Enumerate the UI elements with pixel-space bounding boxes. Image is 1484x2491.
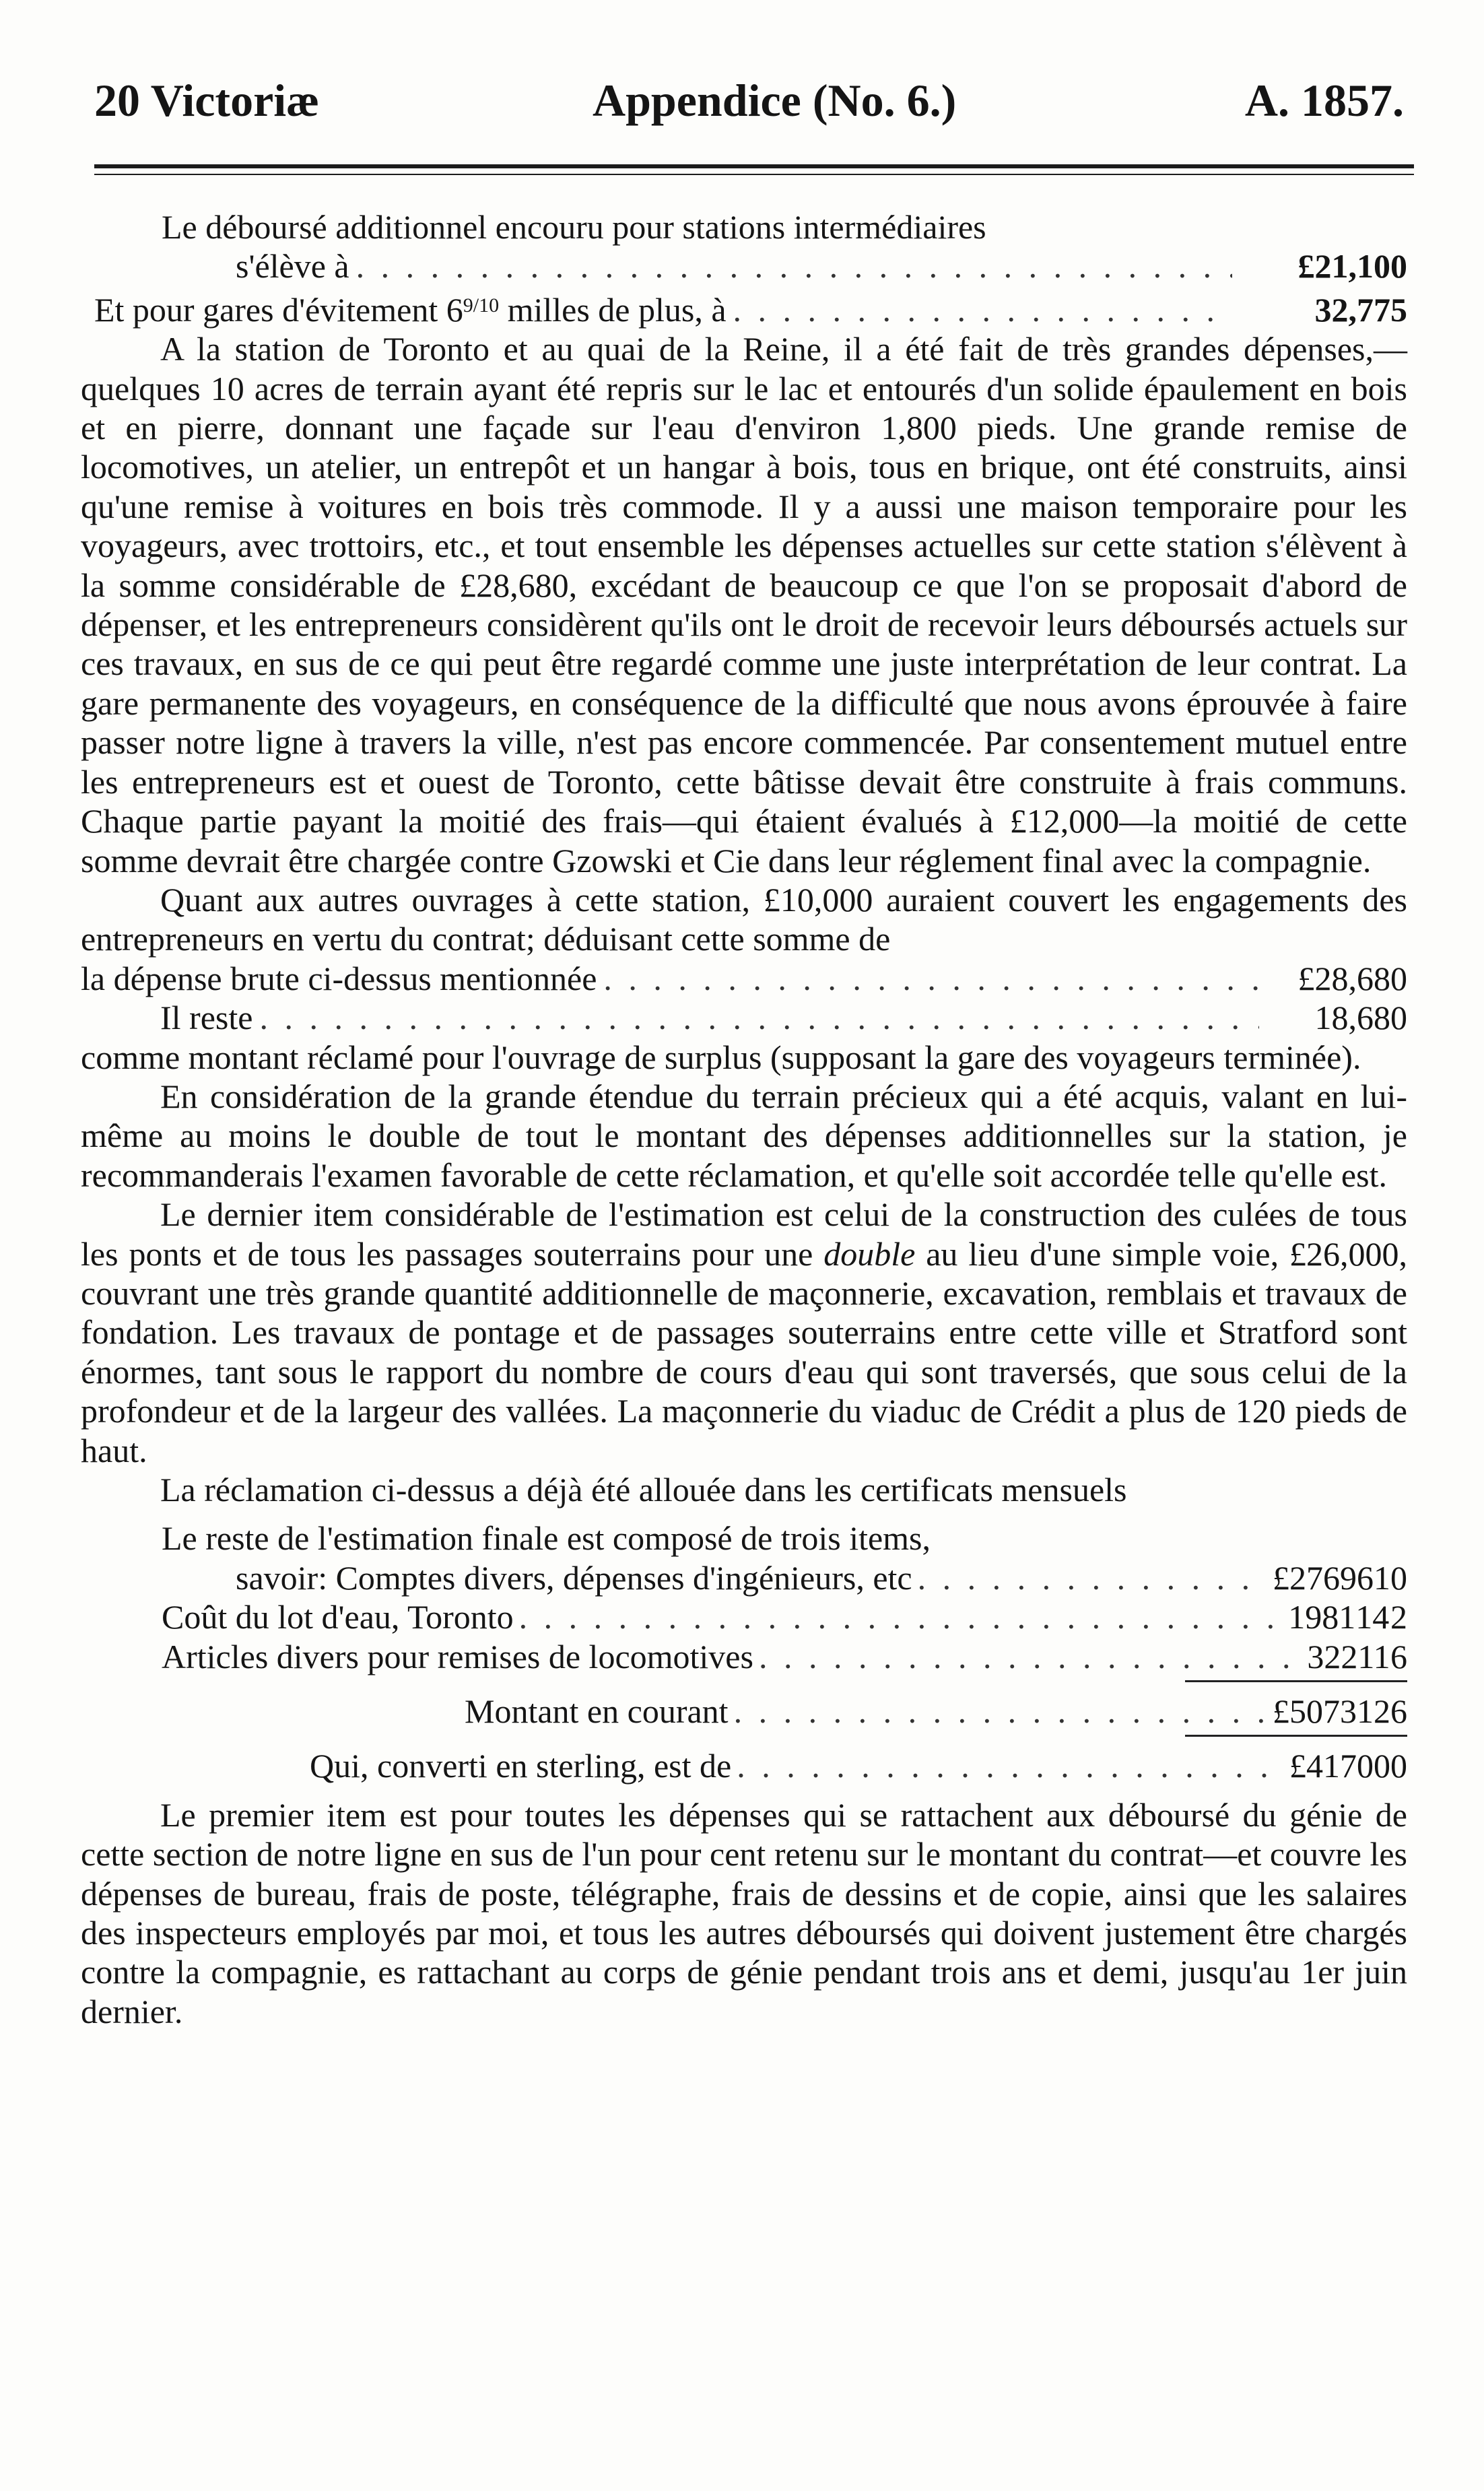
estimate-sterling-label-cell [310, 1746, 1289, 1785]
estimate-total-label: Montant en courant [465, 1692, 729, 1731]
estimate-sterling-label: Qui, converti en sterling, est de [310, 1747, 732, 1785]
estimate-sterling-shillings: 0 [1374, 1747, 1390, 1785]
estimate-total-pence: 6 [1390, 1692, 1407, 1731]
leader-dots [734, 1692, 1267, 1731]
estimate-row-pence: 10 [1374, 1558, 1407, 1597]
estimate-total-pounds: £5073 [1273, 1692, 1357, 1731]
leader-dots [759, 1637, 1302, 1676]
spacer [81, 1786, 1407, 1795]
intro-line-3 [94, 286, 1407, 329]
estimate-total-label-cell [465, 1692, 1273, 1731]
spacer [162, 1737, 1407, 1746]
paragraph-consideration: En considération de la grande étendue du terrain précieux qui a été acquis, valant en lui-même au moins le double de tout le montant des dépenses additionnelles sur la station, je recommanderais l'examen favorable de cette réclamation, et qu'elle soit accordée telle qu'elle est. [81, 1077, 1407, 1194]
estimate-row-shillings: 14 [1355, 1598, 1390, 1636]
paragraph-reclamation: La réclamation ci-dessus a déjà été allouée dans les certificats mensuels [160, 1471, 1127, 1508]
leader-dots [918, 1558, 1267, 1597]
leader-dots [259, 998, 1259, 1037]
spacer [81, 1509, 1407, 1519]
fraction: 9/10 [463, 294, 500, 317]
intro-line-2-label: s'élève à [236, 247, 349, 286]
estimate-row-pence: 6 [1390, 1637, 1407, 1675]
header-left: 20 Victoriæ [94, 75, 320, 126]
gross-amount: £28,680 [1297, 959, 1407, 997]
estimate-sterling-row [162, 1746, 1407, 1785]
intro-line-3-amount: 32,775 [1314, 290, 1407, 329]
remain-line [81, 998, 1407, 1037]
paragraph-dernier-item [81, 1195, 1407, 1470]
estimate-row-pounds: 1981 [1288, 1598, 1356, 1636]
emphasis-double: double [823, 1234, 916, 1273]
leader-dots [519, 1597, 1283, 1636]
estimate-row [162, 1597, 1407, 1636]
header-rule-thick [94, 164, 1414, 168]
paragraph-dernier-a: Le dernier item considérable de l'estimation est celui de la construction des culées de tous les ponts et de tous les passages souterrains pour une [81, 1195, 1407, 1273]
estimate-row-label-cell [162, 1597, 1288, 1636]
intro-line-3-label-a: Et pour gares d'évitement 6 [94, 290, 463, 329]
estimate-row-pounds: 322 [1307, 1637, 1358, 1675]
estimate-row [162, 1637, 1407, 1676]
estimate-table [162, 1519, 1407, 1785]
estimate-total-shillings: 12 [1357, 1692, 1390, 1731]
intro-line-3-label-b: milles de plus, à [499, 290, 727, 329]
header-right: A. 1857. [1244, 75, 1404, 126]
leader-dots [737, 1746, 1284, 1785]
estimate-sterling-pence: 0 [1390, 1747, 1407, 1785]
estimate-row-shillings: 11 [1357, 1637, 1390, 1675]
remain-amount: 18,680 [1314, 999, 1407, 1037]
estimate-row-shillings: 6 [1357, 1558, 1374, 1597]
paragraph-dernier-b: au lieu d'une simple voie, £26,000, couvrant une très grande quantité additionnelle de maçonnerie, excavation, remblais et travaux de fondation. Les travaux de pontage et de passages souterrains entre cette ville et Stratford sont énormes, tant sous le rapport du nombre de cours d'eau qui sont traversés, que sous celui de la profondeur et de la largeur des vallées. La maçonnerie du viaduc de Crédit a plus de 120 pieds de haut. [81, 1234, 1407, 1469]
estimate-row-pence: 2 [1390, 1598, 1407, 1636]
estimate-row-label: Articles divers pour remises de locomotives [162, 1637, 753, 1675]
spacer [162, 1682, 1407, 1692]
gross-line [81, 959, 1407, 998]
paragraph-montant: comme montant réclamé pour l'ouvrage de surplus (supposant la gare des voyageurs terminée). [81, 1038, 1361, 1076]
leader-dots [356, 246, 1232, 286]
intro-line-1: Le déboursé additionnel encouru pour stations intermédiaires [162, 208, 986, 246]
gross-label: la dépense brute ci-dessus mentionnée [81, 959, 597, 997]
header-rule-thin [94, 174, 1414, 175]
estimate-total-row [162, 1692, 1407, 1731]
remain-label: Il reste [160, 999, 253, 1037]
estimate-row-pounds: £2769 [1273, 1558, 1357, 1597]
intro-line-2 [162, 246, 1407, 286]
estimate-intro: Le reste de l'estimation finale est composé de trois items, [162, 1519, 931, 1558]
estimate-sterling-pounds: £4170 [1289, 1747, 1374, 1785]
estimate-row-label-cell [236, 1558, 1273, 1597]
estimate-row-label: savoir: Comptes divers, dépenses d'ingénieurs, etc [236, 1558, 912, 1597]
estimate-row-label-cell [162, 1637, 1307, 1676]
estimate-row-label: Coût du lot d'eau, Toronto [162, 1598, 514, 1636]
paragraph-toronto: A la station de Toronto et au quai de la Reine, il a été fait de très grandes dépenses,—quelques 10 acres de terrain ayant été repris sur le lac et entourés d'un solide épaulement en bois et en pierre, donnant une façade sur l'eau d'environ 1,800 pieds. Une grande remise de locomotives, un atelier, un entrepôt et un hangar à bois, tous en brique, ont été construits, ainsi qu'une remise à voitures en bois très commode. Il y a aussi une maison temporaire pour les voyageurs, avec trottoirs, etc., et tout ensemble les dépenses actuelles sur cette station s'élèvent à la somme considérable de £28,680, excédant de beaucoup ce que l'on se proposait d'abord de dépenser, et les entrepreneurs considèrent qu'ils ont le droit de recevoir leurs déboursés actuels sur ces travaux, en sus de ce qui peut être regardé comme une juste interprétation de leur contrat. La gare permanente des voyageurs, en conséquence de la difficulté que nous avons éprouvée à faire passer notre ligne à travers la ville, n'est pas encore commencée. Par consentement mutuel entre les entrepreneurs est et ouest de Toronto, cette bâtisse devait être construite à frais communs. Chaque partie payant la moitié des frais—qui étaient évalués à £12,000—la moitié de cette somme devrait être chargée contre Gzowski et Cie dans leur réglement final avec la compagnie. [81, 330, 1407, 879]
leader-dots [603, 959, 1259, 998]
estimate-row [162, 1558, 1407, 1597]
running-header [94, 74, 1404, 141]
intro-block [81, 207, 1407, 329]
paragraph-quant: Quant aux autres ouvrages à cette station, £10,000 auraient couvert les engagements des entrepreneurs en vertu du contrat; déduisant cette somme de [81, 880, 1407, 958]
leader-dots [733, 290, 1232, 329]
document-body [81, 207, 1407, 2031]
header-center: Appendice (No. 6.) [593, 75, 957, 126]
intro-line-3-label [94, 286, 727, 329]
intro-line-2-amount: £21,100 [1297, 247, 1407, 286]
paragraph-final: Le premier item est pour toutes les dépenses qui se rattachent aux déboursé du génie de cette section de notre ligne en sus de l'un pour cent retenu sur le montant du contrat—et couvre les dépenses de bureau, frais de poste, télégraphe, frais de dessins et de copie, ainsi que les salaires des inspecteurs employés par moi, et tous les autres déboursés qui doivent justement être chargés contre la compagnie, es rattachant au corps de génie pendant trois ans et demi, jusqu'au 1er juin dernier. [81, 1795, 1407, 2030]
